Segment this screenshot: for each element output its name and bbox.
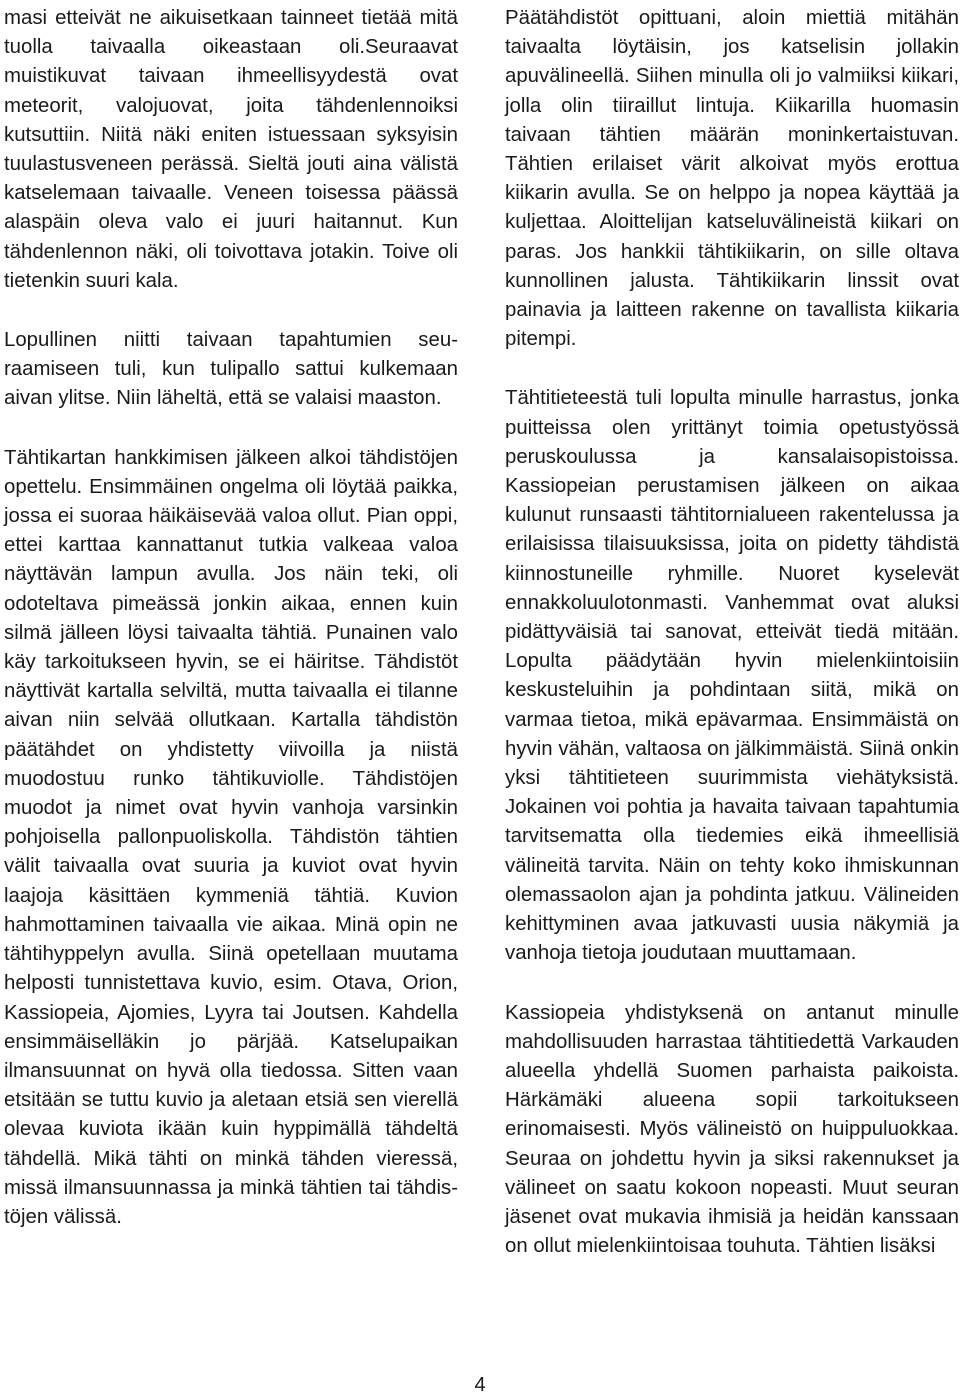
page-number: 4 bbox=[474, 1374, 486, 1396]
paragraph: Kassiopeia yhdistyksenä on antanut minulle mahdollisuuden harrastaa tähtitiedettä Varkauden alueella yhdellä Suomen parhaista paikoista. Härkämäki alueena sopii tarkoitukseen erinomaisesti. Myös välineistö on huippuluokkaa. Seuraa on johdettu hyvin ja siksi rakennukset ja välineet on saatu kokoon nopeasti. Muut seuran jäsenet ovat mukavia ihmisiä ja heidän kanssaan on ollut mielenkiintoisaa touhuta. Tähtien lisäksi bbox=[505, 1001, 959, 1258]
right-text-column bbox=[505, 4, 959, 1261]
paragraph: Päätähdistöt opittuani, aloin miettiä mitähän taivaalta löytäisin, jos katselisin jollakin apuvälineellä. Siihen minulla oli jo valmiiksi kiikari, jolla olin tiiraillut lintuja. Kiikarilla huomasin taivaan tähtien määrän moninkertaistuvan. Tähtien erilaiset värit alkoivat myös erottua kiikarin avulla. Se on helppo ja nopea käyttää ja kuljettaa. Aloittelijan katseluvälineistä kiikari on paras. Jos hankkii tähtikiikarin, on sille oltava kunnollinen jalusta. Tähtikiikarin linssit ovat painavia ja laitteen rakenne on tavallista kiikaria pitempi. bbox=[505, 7, 959, 351]
left-text-column bbox=[4, 4, 458, 1232]
paragraph: masi etteivät ne aikuisetkaan tainneet tietää mitä tuolla taivaalla oikeastaan oli.Seuraavat muistikuvat taivaan ihmeellisyydestä ovat meteorit, valojuovat, joita tähdenlennoiksi kutsuttiin. Niitä näki eniten istuessaan syksyisin tuulastusveneen perässä. Sieltä jouti aina välistä katselemaan taivaalle. Veneen toisessa päässä alaspäin oleva valo ei juuri haitannut. Kun tähdenlennon näki, oli toivottava jotakin. Toive oli tietenkin suuri kala. bbox=[4, 7, 458, 292]
paragraph: Tähtikartan hankkimisen jälkeen alkoi tähdistöjen opettelu. Ensimmäinen ongelma oli löytää paikka, jossa ei suoraa häikäisevää valoa ollut. Pian oppi, ettei karttaa kannattanut tutkia valkeaa valoa näyttävän lampun avulla. Jos näin teki, oli odoteltava pimeässä jonkin aikaa, ennen kuin silmä jälleen löysi taivaalta tähtiä. Punainen valo käy tarkoitukseen hyvin, se ei häiritse. Tähdistöt näyttivät kartalla selviltä, mutta taivaalla ei tilanne aivan niin selvää ollutkaan. Kartalla tähdistön päätähdet on yhdistetty viivoilla ja niistä muodostuu runko tähtikuviolle. Tähdistöjen muodot ja nimet ovat hyvin vanhoja varsinkin pohjoisella pallonpuoliskolla. Tähdistön tähtien välit taivaalla ovat suuria ja kuviot ovat hyvin laajoja käsittäen kymmeniä tähtiä. Kuvion hahmottaminen taivaalla vie aikaa. Minä opin ne tähtihyppelyn avulla. Siinä opetellaan muutama helposti tunnistettava kuvio, esim. Otava, Orion, Kassiopeia, Ajomies, Lyyra tai Joutsen. Kahdella ensimmäiselläkin jo pärjää. Katselupaikan ilmansuunnat on hyvä olla tiedossa. Sitten vaan etsitään se tuttu kuvio ja aletaan etsiä sen vierellä olevaa kuviota ikään kuin hyppimällä tähdeltä tähdellä. Mikä tähti on minkä tähden vieressä, missä ilmansuunnassa ja minkä tähtien tai tähdistöjen välissä. bbox=[4, 446, 458, 1228]
paragraph: Tähtitieteestä tuli lopulta minulle harrastus, jonka puitteissa olen yrittänyt toimia opetustyössä peruskoulussa ja kansalaisopistoissa. Kassiopeian perustamisen jälkeen on aikaa kulunut runsaasti tähtitornialueen rakentelussa ja erilaisissa tilaisuuksissa, joita on pidetty tähdistä kiinnostuneille ryhmille. Nuoret kyselevät ennakkoluulotonmasti. Vanhemmat ovat aluksi pidättyväisiä tai sanovat, etteivät tiedä mitään. Lopulta päädytään hyvin mielenkiintoisiin keskusteluihin ja pohdintaan siitä, mikä on varmaa tietoa, mikä epävarmaa. Ensimmäistä on hyvin vähän, valtaosa on jälkimmäistä. Siinä onkin yksi tähtitieteen suurimmista viehätyksistä. Jokainen voi pohtia ja havaita taivaan tapahtumia tarvitsematta olla tiedemies eikä ihmeellisiä välineitä tarvita. Näin on tehty koko ihmiskunnan olemassaolon ajan ja pohdinta jatkuu. Välineiden kehittyminen avaa jatkuvasti uusia näkymiä ja vanhoja tietoja joudutaan muuttamaan. bbox=[505, 387, 959, 965]
paragraph: Lopullinen niitti taivaan tapahtumien seuraamiseen tuli, kun tulipallo sattui kulkemaan aivan ylitse. Niin läheltä, että se valaisi maaston. bbox=[4, 329, 458, 410]
